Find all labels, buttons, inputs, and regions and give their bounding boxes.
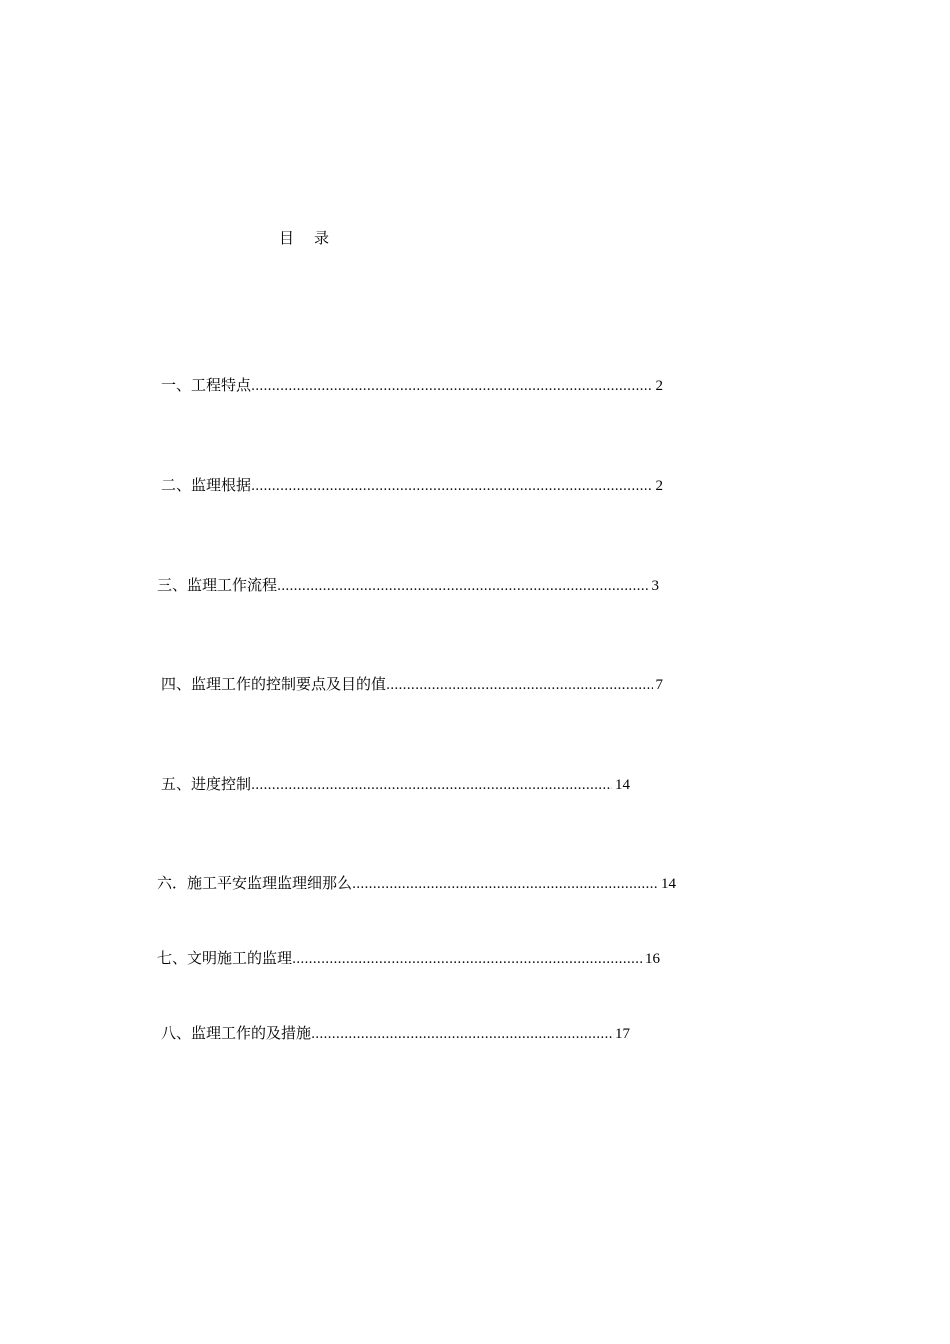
toc-entry-1[interactable] <box>161 376 663 394</box>
toc-entry-7[interactable] <box>157 949 660 967</box>
toc-entry-2[interactable] <box>161 476 663 494</box>
toc-entry-4[interactable] <box>161 675 663 693</box>
toc-leader <box>277 578 648 596</box>
toc-entry-3[interactable] <box>157 576 659 594</box>
toc-leader <box>251 378 652 396</box>
toc-page-number: 2 <box>655 378 663 394</box>
toc-leader <box>251 777 612 795</box>
toc-entry-5[interactable] <box>161 775 630 793</box>
toc-label: 五、进度控制 <box>161 775 252 793</box>
toc-page-number: 2 <box>655 478 663 494</box>
toc-page-number: 14 <box>661 876 676 892</box>
toc-page-number: 3 <box>651 578 659 594</box>
toc-label: 一、工程特点 <box>161 376 252 394</box>
toc-page-number: 14 <box>615 777 630 793</box>
toc-label: 六．施工平安监理监理细那么 <box>157 874 353 892</box>
toc-page-number: 7 <box>655 677 663 693</box>
toc-leader <box>251 478 652 496</box>
toc-label: 四、监理工作的控制要点及目的值 <box>161 675 387 693</box>
toc-leader <box>352 876 658 894</box>
toc-label: 三、监理工作流程 <box>157 576 278 594</box>
toc-label: 八、监理工作的及措施 <box>161 1024 312 1042</box>
toc-leader <box>386 677 652 695</box>
toc-leader <box>292 951 642 969</box>
toc-label: 二、监理根据 <box>161 476 252 494</box>
toc-title: 目录 <box>279 229 350 247</box>
toc-page-number: 16 <box>645 951 660 967</box>
toc-label: 七、文明施工的监理 <box>157 949 293 967</box>
toc-page-number: 17 <box>615 1026 630 1042</box>
toc-leader <box>311 1026 612 1044</box>
toc-entry-8[interactable] <box>161 1024 630 1042</box>
toc-entry-6[interactable] <box>157 874 676 892</box>
